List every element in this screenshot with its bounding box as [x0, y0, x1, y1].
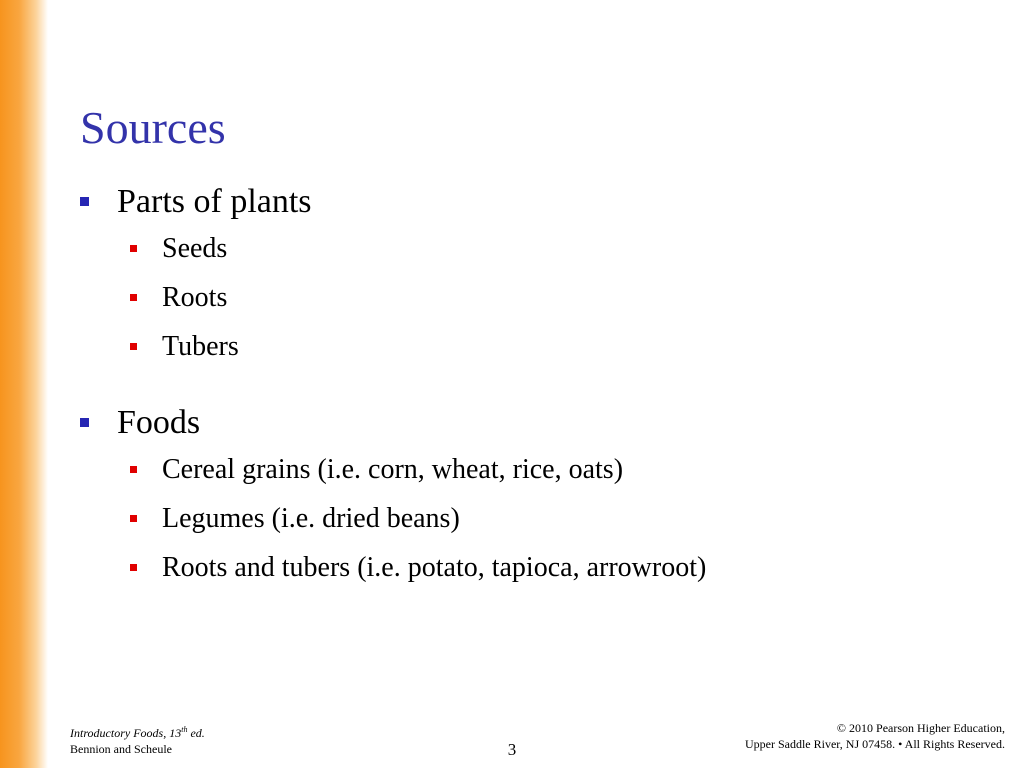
square-bullet-icon [130, 466, 137, 473]
book-authors: Bennion and Scheule [70, 742, 172, 756]
book-title [70, 722, 205, 741]
page-number: 3 [507, 740, 517, 759]
bullet-text: Seeds [162, 233, 228, 264]
bullet-text: Roots and tubers (i.e. potato, tapioca, arrowroot) [162, 552, 707, 583]
bullet-text: Legumes (i.e. dried beans) [162, 503, 460, 534]
bullet-item-level2 [130, 543, 980, 592]
edition-suffix: ed. [187, 726, 205, 740]
bullet-item-level2 [130, 273, 980, 322]
bullet-text: Cereal grains (i.e. corn, wheat, rice, oats) [162, 454, 624, 485]
section-spacer [80, 371, 980, 401]
bullet-item-level1 [80, 180, 980, 224]
square-bullet-icon [130, 564, 137, 571]
slide-title: Sources [80, 102, 226, 153]
bullet-item-level2 [130, 224, 980, 273]
slide-content [80, 180, 980, 592]
square-bullet-icon [80, 197, 89, 206]
square-bullet-icon [130, 343, 137, 350]
bullet-text: Parts of plants [117, 183, 312, 220]
bullet-item-level1 [80, 401, 980, 445]
square-bullet-icon [130, 515, 137, 522]
edition-superscript: th [181, 725, 188, 734]
square-bullet-icon [130, 294, 137, 301]
copyright-line-2: Upper Saddle River, NJ 07458. • All Rights Reserved. [744, 737, 1005, 751]
footer-copyright [745, 720, 1005, 752]
footer-citation [70, 722, 205, 757]
bullet-item-level2 [130, 445, 980, 494]
bullet-text: Roots [162, 282, 228, 313]
bullet-text: Tubers [162, 331, 239, 362]
square-bullet-icon [80, 418, 89, 427]
side-accent-bar [0, 0, 48, 768]
bullet-item-level2 [130, 322, 980, 371]
bullet-item-level2 [130, 494, 980, 543]
book-title-text: Introductory Foods, 13 [70, 726, 182, 740]
copyright-line-1: © 2010 Pearson Higher Education, [836, 721, 1005, 735]
square-bullet-icon [130, 245, 137, 252]
bullet-text: Foods [117, 404, 201, 441]
